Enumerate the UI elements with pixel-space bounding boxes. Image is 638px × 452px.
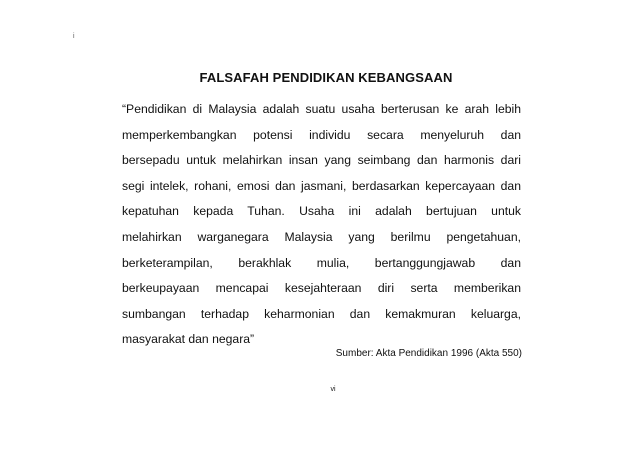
philosophy-paragraph [122,97,521,353]
paragraph-line: kepatuhan kepada Tuhan. Usaha ini adalah bertujuan untuk [122,204,521,219]
page-number: vi [330,386,336,393]
paragraph-line: sumbangan terhadap keharmonian dan kemakmuran keluarga, [122,306,521,321]
paragraph-line: memperkembangkan potensi individu secara menyeluruh dan [122,127,521,142]
paragraph-line: “Pendidikan di Malaysia adalah suatu usaha berterusan ke arah lebih [122,102,521,116]
source-citation: Sumber: Akta Pendidikan 1996 (Akta 550) [335,348,522,359]
paragraph-line: bersepadu untuk melahirkan insan yang seimbang dan harmonis dari [122,153,521,168]
paragraph-line: berkeupayaan mencapai kesejahteraan diri serta memberikan [122,281,521,296]
paragraph-line: melahirkan warganegara Malaysia yang berilmu pengetahuan, [122,229,521,244]
paragraph-line: segi intelek, rohani, emosi dan jasmani, berdasarkan kepercayaan dan [122,178,521,193]
corner-mark: i [73,33,75,40]
paragraph-line: masyarakat dan negara” [122,332,255,347]
paragraph-line: berketerampilan, berakhlak mulia, bertanggungjawab dan [122,255,521,270]
page-title: FALSAFAH PENDIDIKAN KEBANGSAAN [199,70,453,85]
